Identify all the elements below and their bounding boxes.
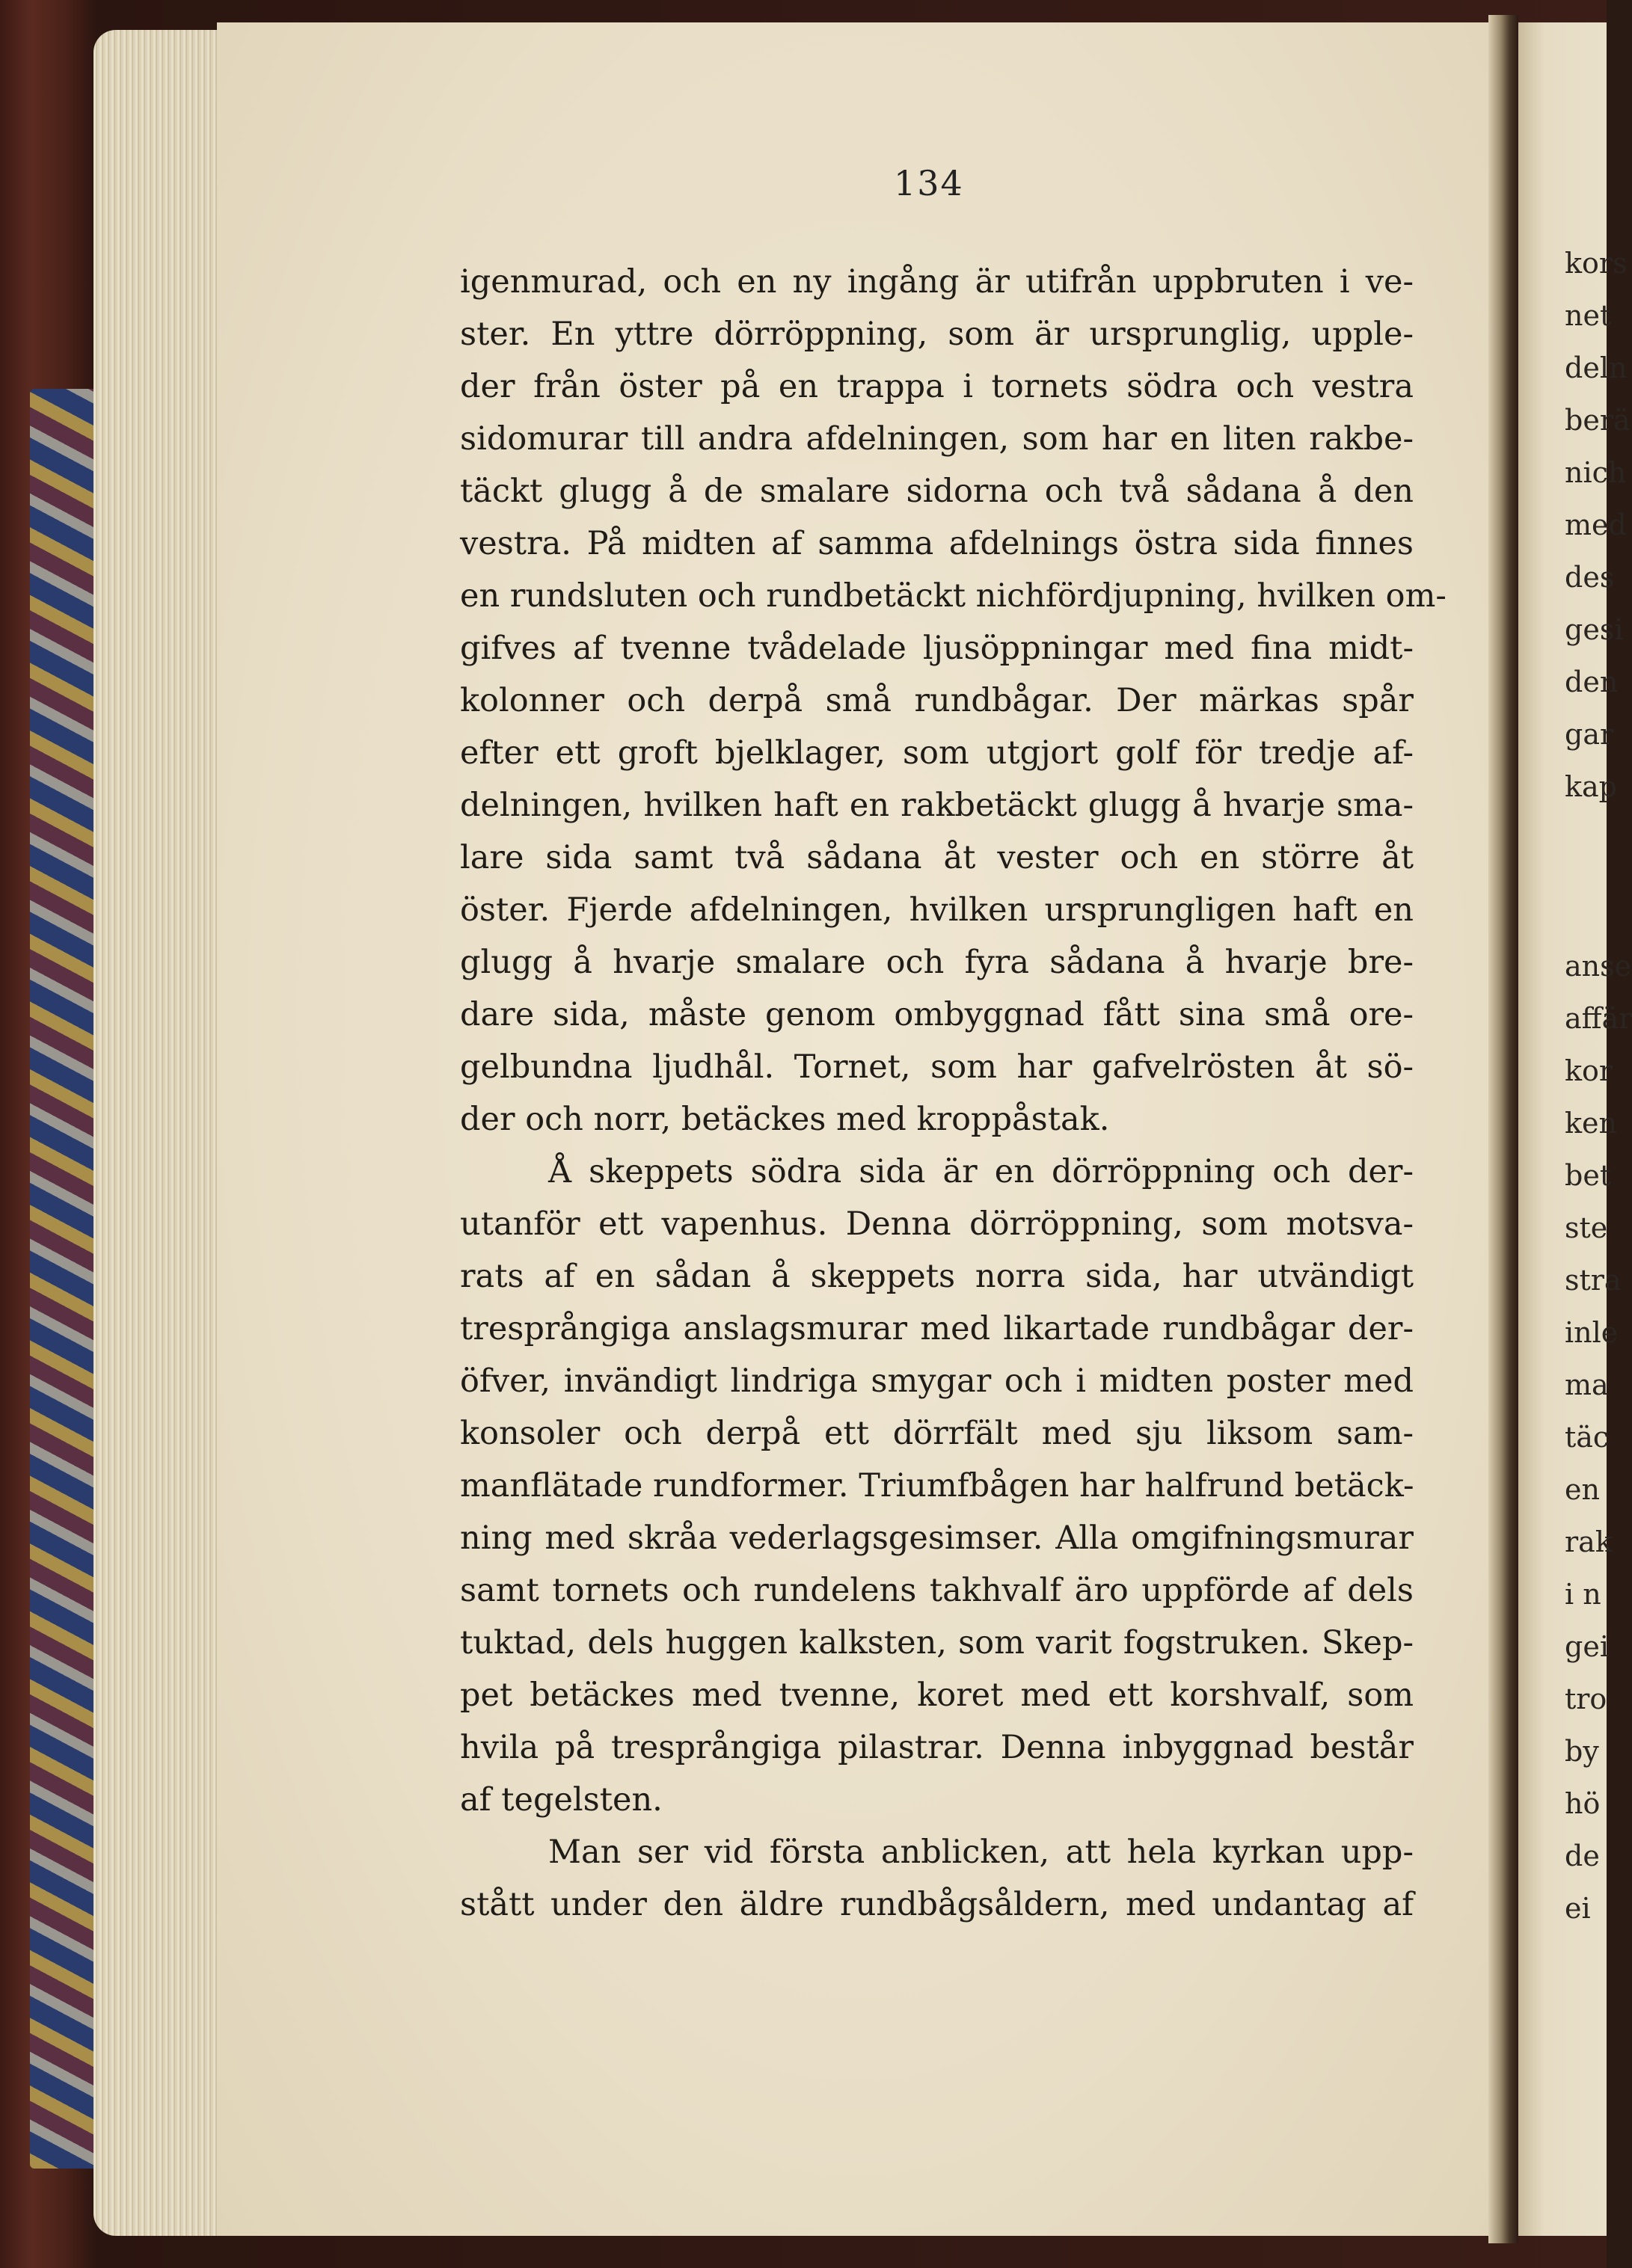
right-page-fragment: hö bbox=[1565, 1787, 1601, 1820]
text-line: konsoler och derpå ett dörrfält med sju liksom sam- bbox=[460, 1415, 1414, 1452]
right-page-fragment: bet bbox=[1565, 1159, 1612, 1192]
right-page-fragment: gar bbox=[1565, 718, 1614, 751]
text-line: efter ett groft bjelklager, som utgjort golf för tredje af- bbox=[460, 734, 1414, 772]
text-line: Man ser vid första anblicken, att hela kyrkan upp- bbox=[548, 1834, 1414, 1871]
right-page-fragment: ma bbox=[1565, 1368, 1609, 1401]
text-line: dare sida, måste genom ombyggnad fått sina små ore- bbox=[460, 996, 1414, 1033]
text-line: öfver, invändigt lindriga smygar och i midten poster med bbox=[460, 1362, 1414, 1400]
right-page-fragment: den bbox=[1565, 666, 1619, 698]
right-page-edge bbox=[1518, 22, 1632, 2236]
right-page-fragment: inle bbox=[1565, 1316, 1619, 1349]
text-line: en rundsluten och rundbetäckt nichfördjupning, hvilken om- bbox=[460, 577, 1447, 615]
page-edges bbox=[93, 30, 224, 2236]
text-line: pet betäckes med tvenne, koret med ett korshvalf, som bbox=[460, 1677, 1414, 1714]
right-page-fragment: ken bbox=[1565, 1107, 1617, 1140]
text-line: manflätade rundformer. Triumfbågen har halfrund betäck- bbox=[460, 1467, 1414, 1505]
text-line: vestra. På midten af samma afdelnings östra sida finnes bbox=[460, 525, 1414, 562]
right-page-fragment: ste bbox=[1565, 1211, 1608, 1244]
text-line: igenmurad, och en ny ingång är utifrån uppbruten i ve- bbox=[460, 263, 1414, 301]
text-line: lare sida samt två sådana åt vester och en större åt bbox=[460, 839, 1414, 876]
text-line: der och norr, betäckes med kroppåstak. bbox=[460, 1101, 1110, 1138]
text-line: af tegelsten. bbox=[460, 1781, 663, 1819]
text-line: rats af en sådan å skeppets norra sida, har utvändigt bbox=[460, 1258, 1414, 1295]
text-line: ning med skråa vederlagsgesimser. Alla omgifningsmurar bbox=[460, 1519, 1414, 1557]
text-line: stått under den äldre rundbågsåldern, med undantag af bbox=[460, 1886, 1414, 1923]
right-page-fragment: rak bbox=[1565, 1525, 1613, 1558]
right-page-fragment: i n bbox=[1565, 1578, 1601, 1611]
right-page-fragment: stra bbox=[1565, 1264, 1622, 1297]
right-page-fragment: kor bbox=[1565, 1054, 1613, 1087]
text-line: samt tornets och rundelens takhvalf äro uppförde af dels bbox=[460, 1572, 1414, 1609]
text-line: öster. Fjerde afdelningen, hvilken ursprungligen haft en bbox=[460, 891, 1414, 929]
text-line: kolonner och derpå små rundbågar. Der märkas spår bbox=[460, 682, 1414, 719]
right-page-fragment: nich bbox=[1565, 456, 1627, 489]
text-line: utanför ett vapenhus. Denna dörröppning, som motsva- bbox=[460, 1205, 1414, 1243]
text-line: Å skeppets södra sida är en dörröppning och der- bbox=[548, 1153, 1414, 1190]
right-page-fragment: de bbox=[1565, 1840, 1600, 1872]
text-line: gelbundna ljudhål. Tornet, som har gafvelrösten åt sö- bbox=[460, 1048, 1414, 1086]
right-page-fragment: ei bbox=[1565, 1892, 1591, 1925]
text-line: ster. En yttre dörröppning, som är ursprunglig, upple- bbox=[460, 316, 1414, 353]
right-page-fragment: affär bbox=[1565, 1002, 1632, 1035]
text-line: delningen, hvilken haft en rakbetäckt glugg å hvarje sma- bbox=[460, 787, 1414, 824]
right-page-fragment: berä bbox=[1565, 404, 1631, 437]
text-line: täckt glugg å de smalare sidorna och två sådana å den bbox=[460, 473, 1414, 510]
body-text bbox=[460, 256, 1447, 1931]
right-page-fragment: en bbox=[1565, 1473, 1600, 1506]
right-page-fragment: des bbox=[1565, 561, 1615, 594]
text-line: glugg å hvarje smalare och fyra sådana å hvarje bre- bbox=[460, 944, 1414, 981]
right-page-fragment: kap bbox=[1565, 770, 1618, 803]
page-number: 134 bbox=[894, 163, 964, 203]
marbled-endpaper bbox=[30, 389, 99, 2169]
right-page-fragment: täc bbox=[1565, 1421, 1610, 1454]
right-page-fragment: gesi bbox=[1565, 613, 1624, 646]
right-page-fragment: deln bbox=[1565, 351, 1628, 384]
text-line: gifves af tvenne tvådelade ljusöppningar med fina midt- bbox=[460, 630, 1414, 667]
right-page-fragment: by bbox=[1565, 1735, 1599, 1768]
right-page-fragment: anse bbox=[1565, 950, 1632, 983]
text-line: sidomurar till andra afdelningen, som har en liten rakbe- bbox=[460, 420, 1414, 458]
right-page-fragment: gei bbox=[1565, 1630, 1609, 1663]
book-gutter bbox=[1488, 15, 1518, 2243]
right-page-fragment: tro bbox=[1565, 1682, 1607, 1715]
text-line: der från öster på en trappa i tornets södra och vestra bbox=[460, 368, 1414, 405]
text-line: tresprångiga anslagsmurar med likartade rundbågar der- bbox=[460, 1310, 1414, 1347]
right-page-fragment: kors bbox=[1565, 247, 1628, 280]
text-line: tuktad, dels huggen kalksten, som varit fogstruken. Skep- bbox=[460, 1624, 1414, 1662]
right-page-fragment: net bbox=[1565, 299, 1612, 332]
text-line: hvila på tresprångiga pilastrar. Denna inbyggnad består bbox=[460, 1729, 1414, 1766]
right-page-fragment: med bbox=[1565, 508, 1627, 541]
